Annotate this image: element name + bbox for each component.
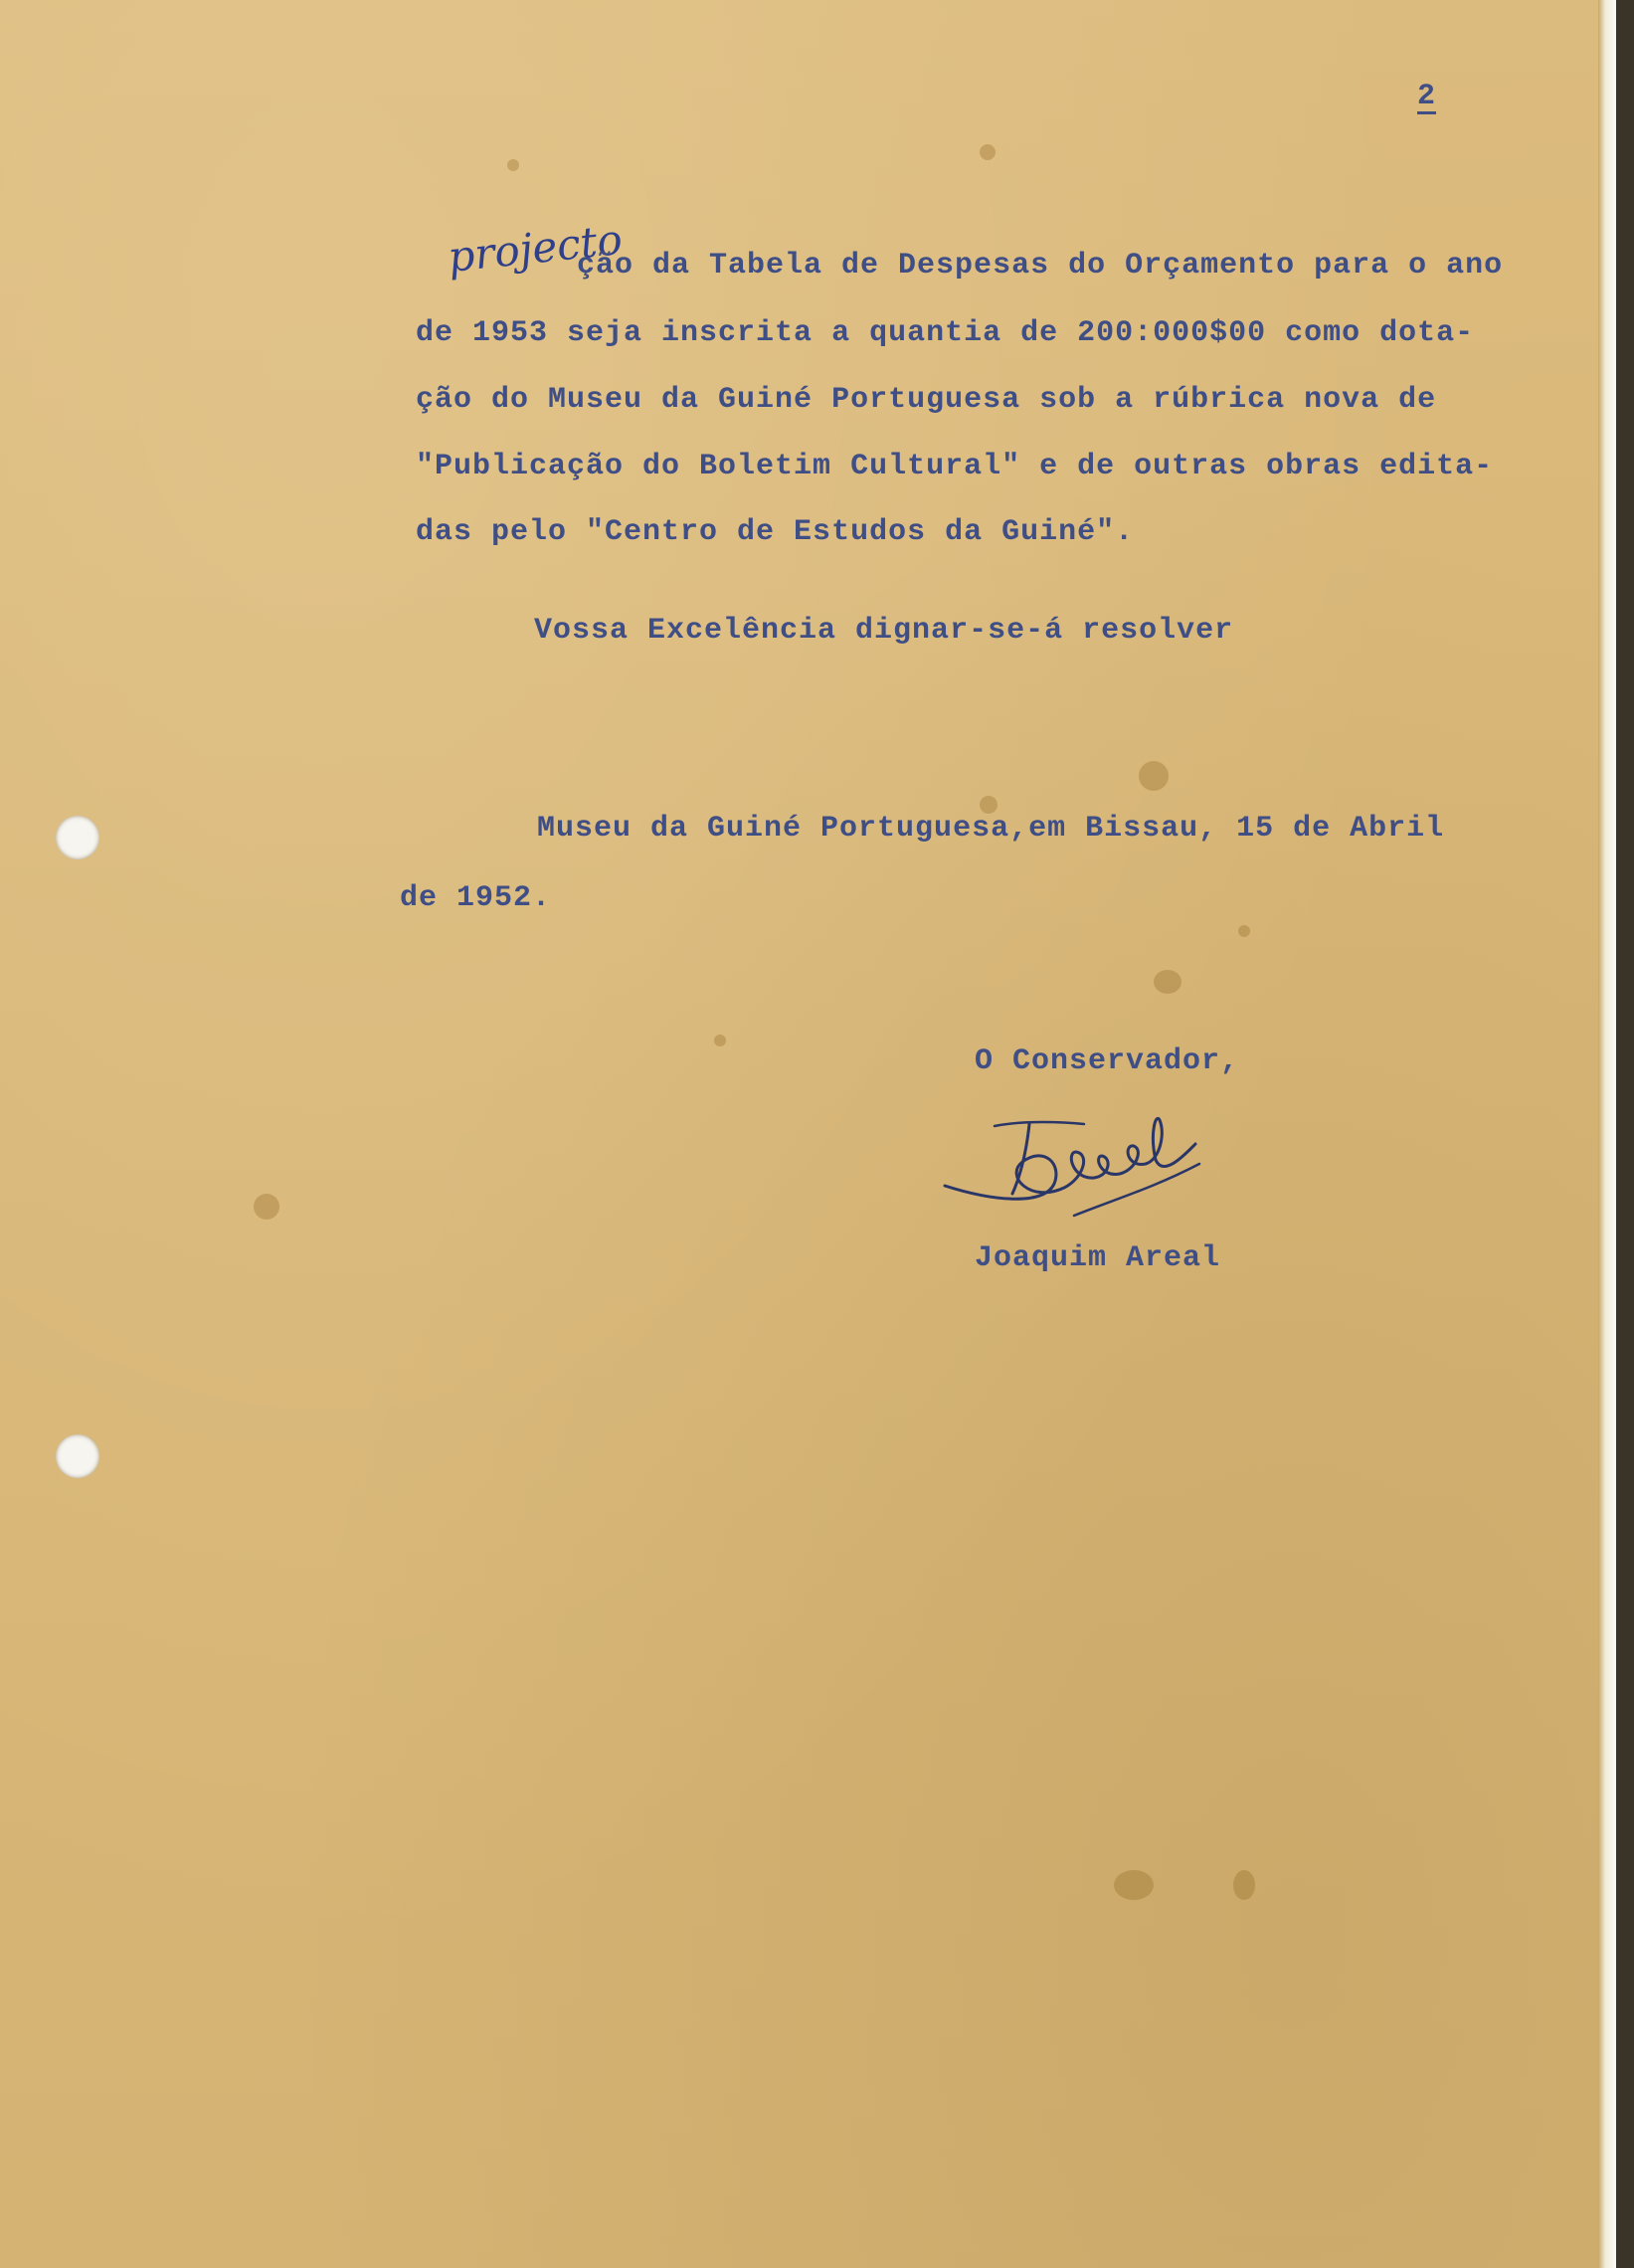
punch-hole-upper (56, 816, 99, 859)
paragraph-line: das pelo "Centro de Estudos da Guiné". (416, 515, 1135, 549)
paper-stain (1139, 761, 1169, 791)
signer-name: Joaquim Areal (975, 1241, 1221, 1275)
handwritten-signature (935, 1094, 1203, 1224)
paper-stain (714, 1035, 726, 1046)
paper-stain (1114, 1870, 1154, 1900)
paragraph-line: de 1953 seja inscrita a quantia de 200:000$00 como dota- (416, 316, 1475, 350)
paper-stain (980, 144, 996, 160)
signer-title: O Conservador, (975, 1044, 1240, 1078)
punch-hole-lower (56, 1434, 99, 1478)
paper-stain (507, 159, 519, 171)
paper-stain (1238, 925, 1250, 937)
paragraph-line: "Publicação do Boletim Cultural" e de outras obras edita- (416, 450, 1494, 483)
paragraph-line: ção da Tabela de Despesas do Orçamento para o ano (577, 249, 1504, 283)
page-number: 2 (1417, 80, 1437, 113)
paper-stain (1233, 1870, 1255, 1900)
closing-request: Vossa Excelência dignar-se-á resolver (534, 614, 1234, 648)
paragraph-line: ção do Museu da Guiné Portuguesa sob a rúbrica nova de (416, 383, 1437, 417)
paper-stain (254, 1194, 279, 1220)
page-edge (1598, 0, 1616, 2268)
handwritten-annotation: projecto (445, 214, 625, 283)
place-date-line: Museu da Guiné Portuguesa,em Bissau, 15 de Abril (537, 812, 1445, 846)
place-date-line: de 1952. (400, 881, 552, 915)
paper-stain (1154, 970, 1181, 994)
